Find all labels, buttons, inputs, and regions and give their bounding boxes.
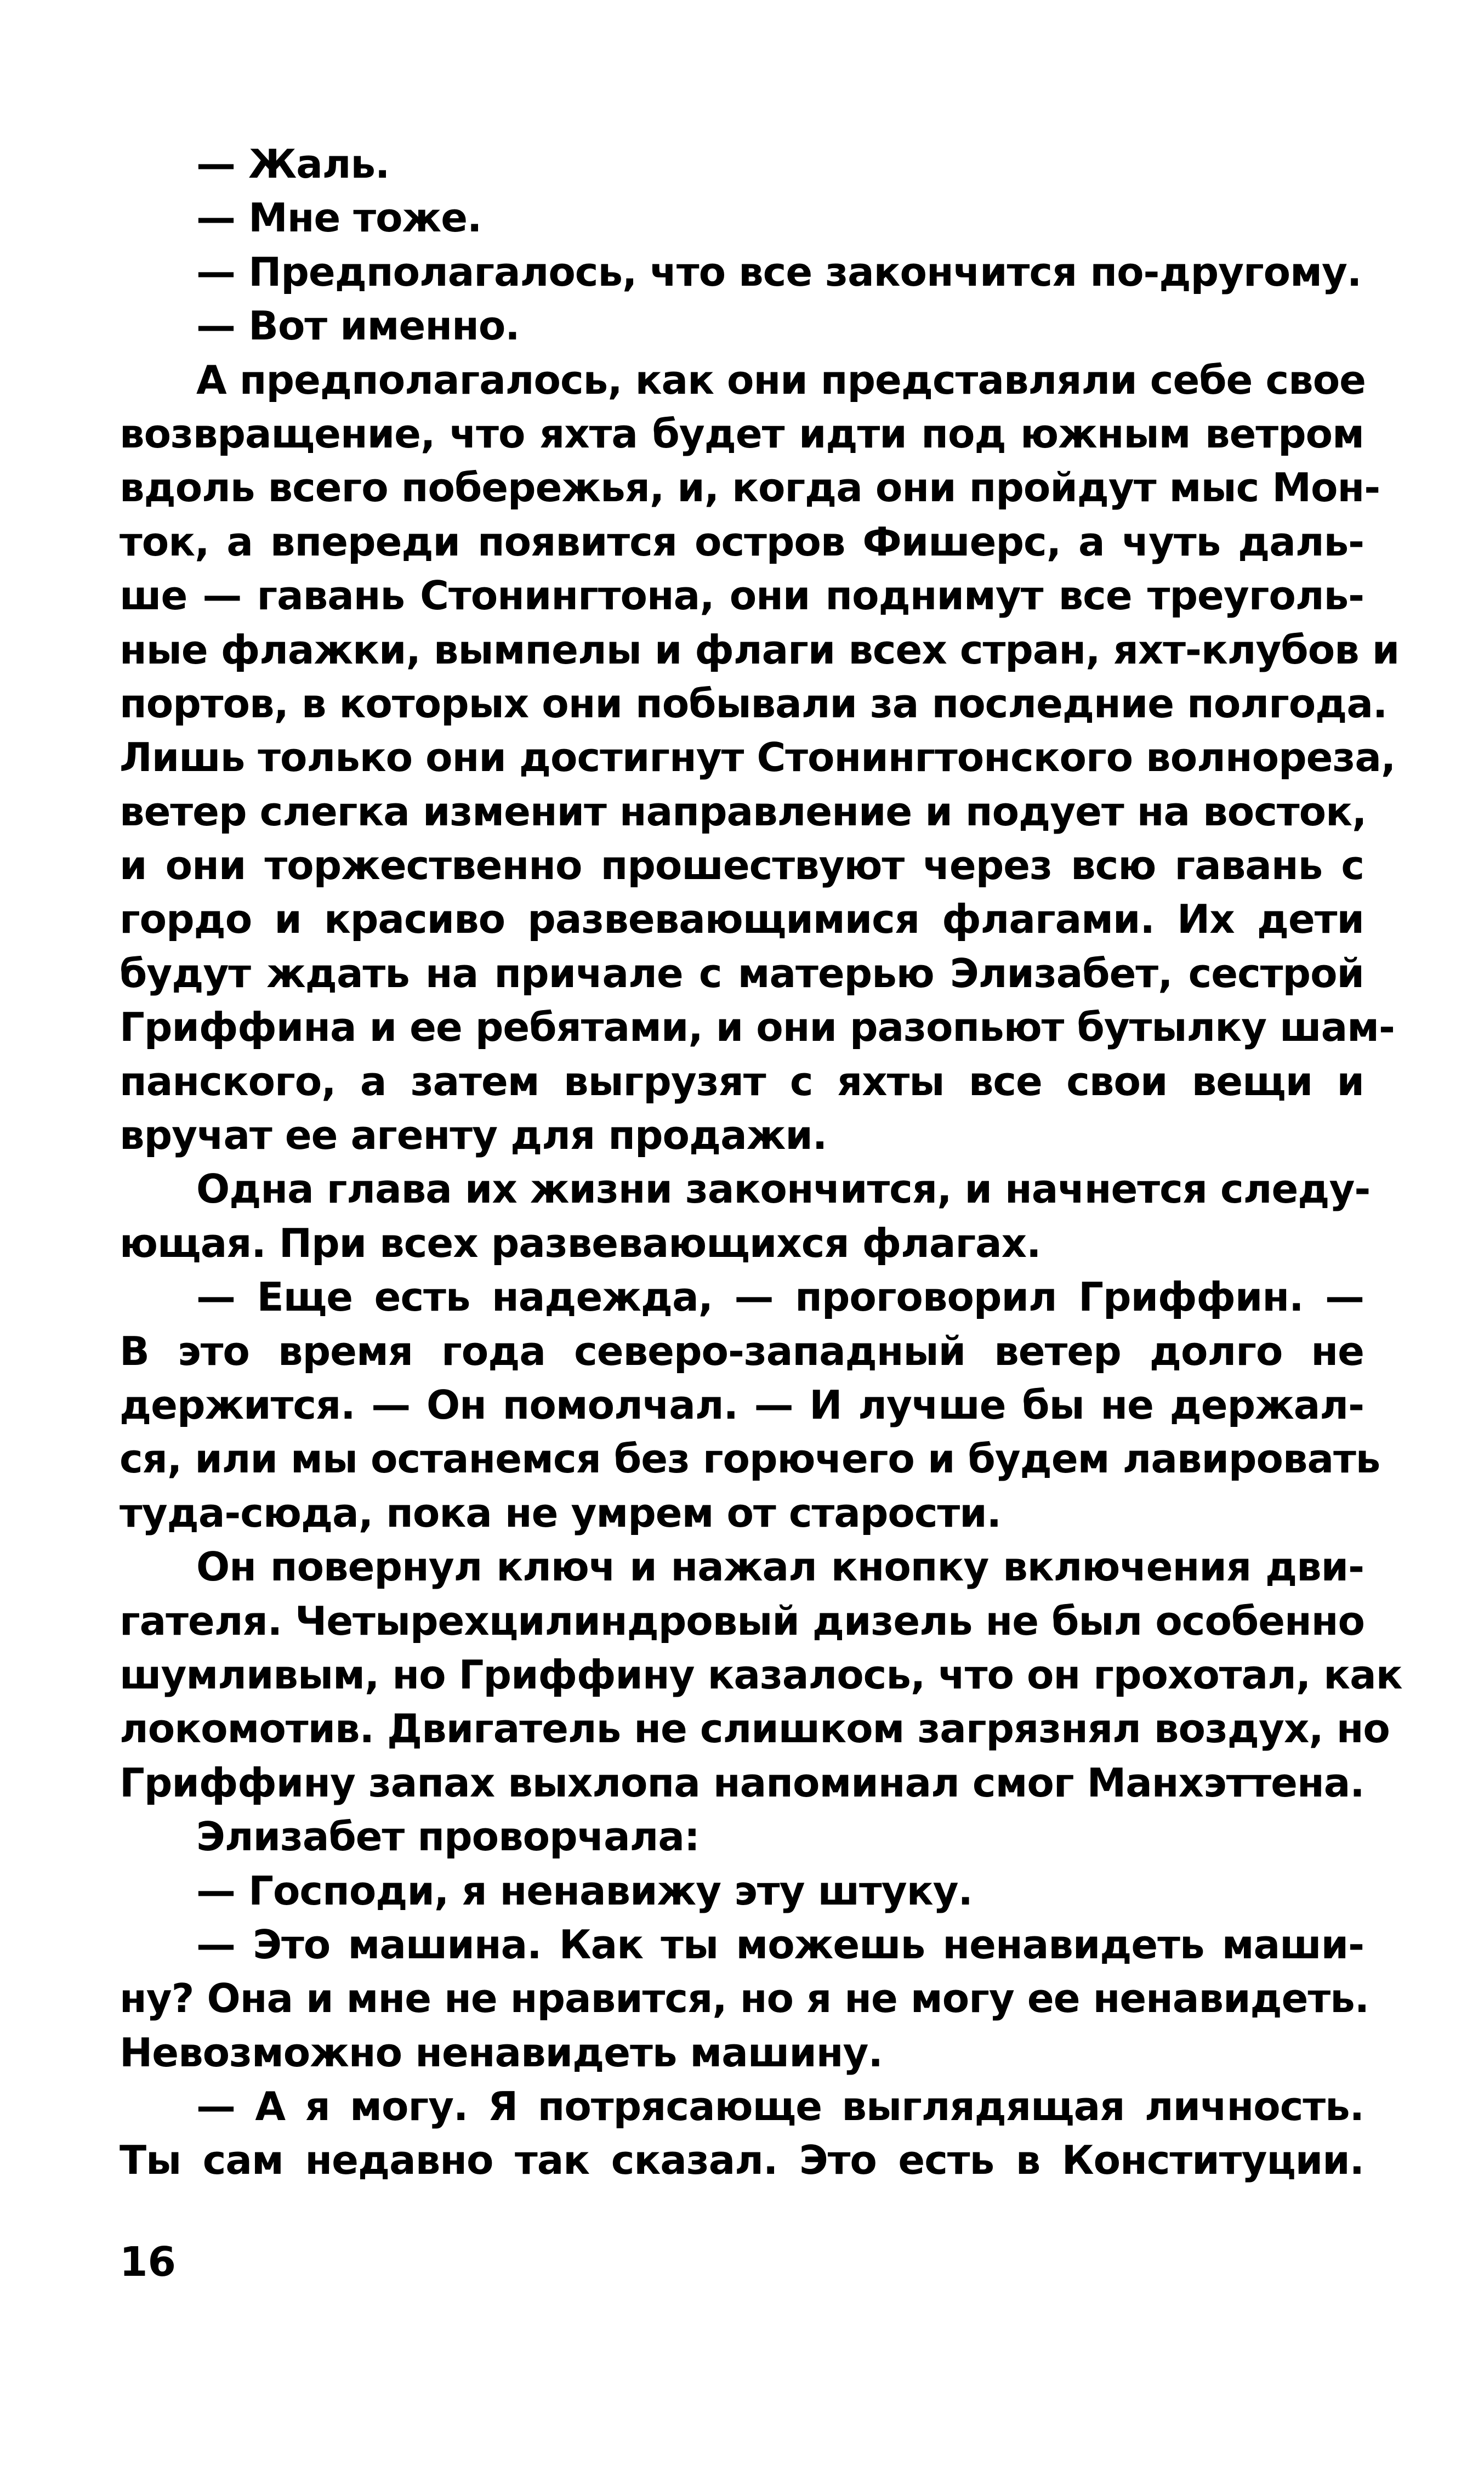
- text-line: туда-сюда, пока не умрем от старости.: [120, 1489, 1002, 1536]
- text-line: Лишь только они достигнут Стонингтонского волнореза,: [120, 734, 1396, 781]
- text-line: вручат ее агенту для продажи.: [120, 1112, 827, 1159]
- text-line: портов, в которых они побывали за последние полгода.: [120, 680, 1388, 727]
- text-line: ветер слегка изменит направление и подует на восток,: [120, 788, 1367, 835]
- text-line: Он повернул ключ и нажал кнопку включения дви-: [196, 1544, 1364, 1590]
- text-line: — Еще есть надежда, — проговорил Гриффин. —: [196, 1274, 1364, 1321]
- text-line: — Мне тоже.: [196, 195, 482, 241]
- body-text: [120, 137, 1402, 2188]
- text-line: Одна глава их жизни закончится, и начнется следу-: [196, 1166, 1371, 1212]
- text-line: А предполагалось, как они представляли себе свое: [196, 356, 1366, 403]
- text-line: — Это машина. Как ты можешь ненавидеть маши-: [196, 1921, 1364, 1968]
- text-line: В это время года северо-западный ветер долго не: [120, 1328, 1364, 1374]
- text-line: — Господи, я ненавижу эту штуку.: [196, 1867, 973, 1914]
- text-line: ные флажки, вымпелы и флаги всех стран, яхт-клубов и: [120, 626, 1400, 673]
- text-line: держится. — Он помолчал. — И лучше бы не держал-: [120, 1381, 1364, 1428]
- text-line: будут ждать на причале с матерью Элизабет, сестрой: [120, 950, 1364, 996]
- text-line: Невозможно ненавидеть машину.: [120, 2029, 883, 2076]
- text-line: возвращение, что яхта будет идти под южным ветром: [120, 410, 1364, 457]
- text-line: Гриффина и ее ребятами, и они разопьют бутылку шам-: [120, 1004, 1395, 1051]
- text-line: локомотив. Двигатель не слишком загрязнял воздух, но: [120, 1705, 1390, 1752]
- text-line: и они торжественно прошествуют через всю гавань с: [120, 842, 1364, 889]
- text-line: шумливым, но Гриффину казалось, что он грохотал, как: [120, 1651, 1402, 1698]
- text-line: панского, а затем выгрузят с яхты все свои вещи и: [120, 1058, 1364, 1104]
- text-line: — Предполагалось, что все закончится по-другому.: [196, 248, 1362, 295]
- text-line: — Жаль.: [196, 141, 390, 187]
- text-line: — Вот именно.: [196, 303, 520, 349]
- text-line: Гриффину запах выхлопа напоминал смог Манхэттена.: [120, 1759, 1364, 1806]
- text-line: ну? Она и мне не нравится, но я не могу ее ненавидеть.: [120, 1975, 1369, 2022]
- text-line: — А я могу. Я потрясающе выглядящая личность.: [196, 2083, 1364, 2130]
- text-line: Ты сам недавно так сказал. Это есть в Конституции.: [120, 2137, 1364, 2184]
- text-line: ющая. При всех развевающихся флагах.: [120, 1220, 1041, 1266]
- text-line: Элизабет проворчала:: [196, 1814, 700, 1860]
- text-line: ше — гавань Стонингтона, они поднимут все треуголь-: [120, 573, 1364, 619]
- text-line: ток, а впереди появится остров Фишерс, а чуть даль-: [120, 518, 1364, 565]
- text-line: гордо и красиво развевающимися флагами. Их дети: [120, 896, 1364, 943]
- text-line: ся, или мы останемся без горючего и будем лавировать: [120, 1436, 1380, 1482]
- text-line: вдоль всего побережья, и, когда они пройдут мыс Мон-: [120, 464, 1380, 511]
- text-line: гателя. Четырехцилиндровый дизель не был особенно: [120, 1597, 1364, 1644]
- page-number: 16: [120, 2239, 176, 2286]
